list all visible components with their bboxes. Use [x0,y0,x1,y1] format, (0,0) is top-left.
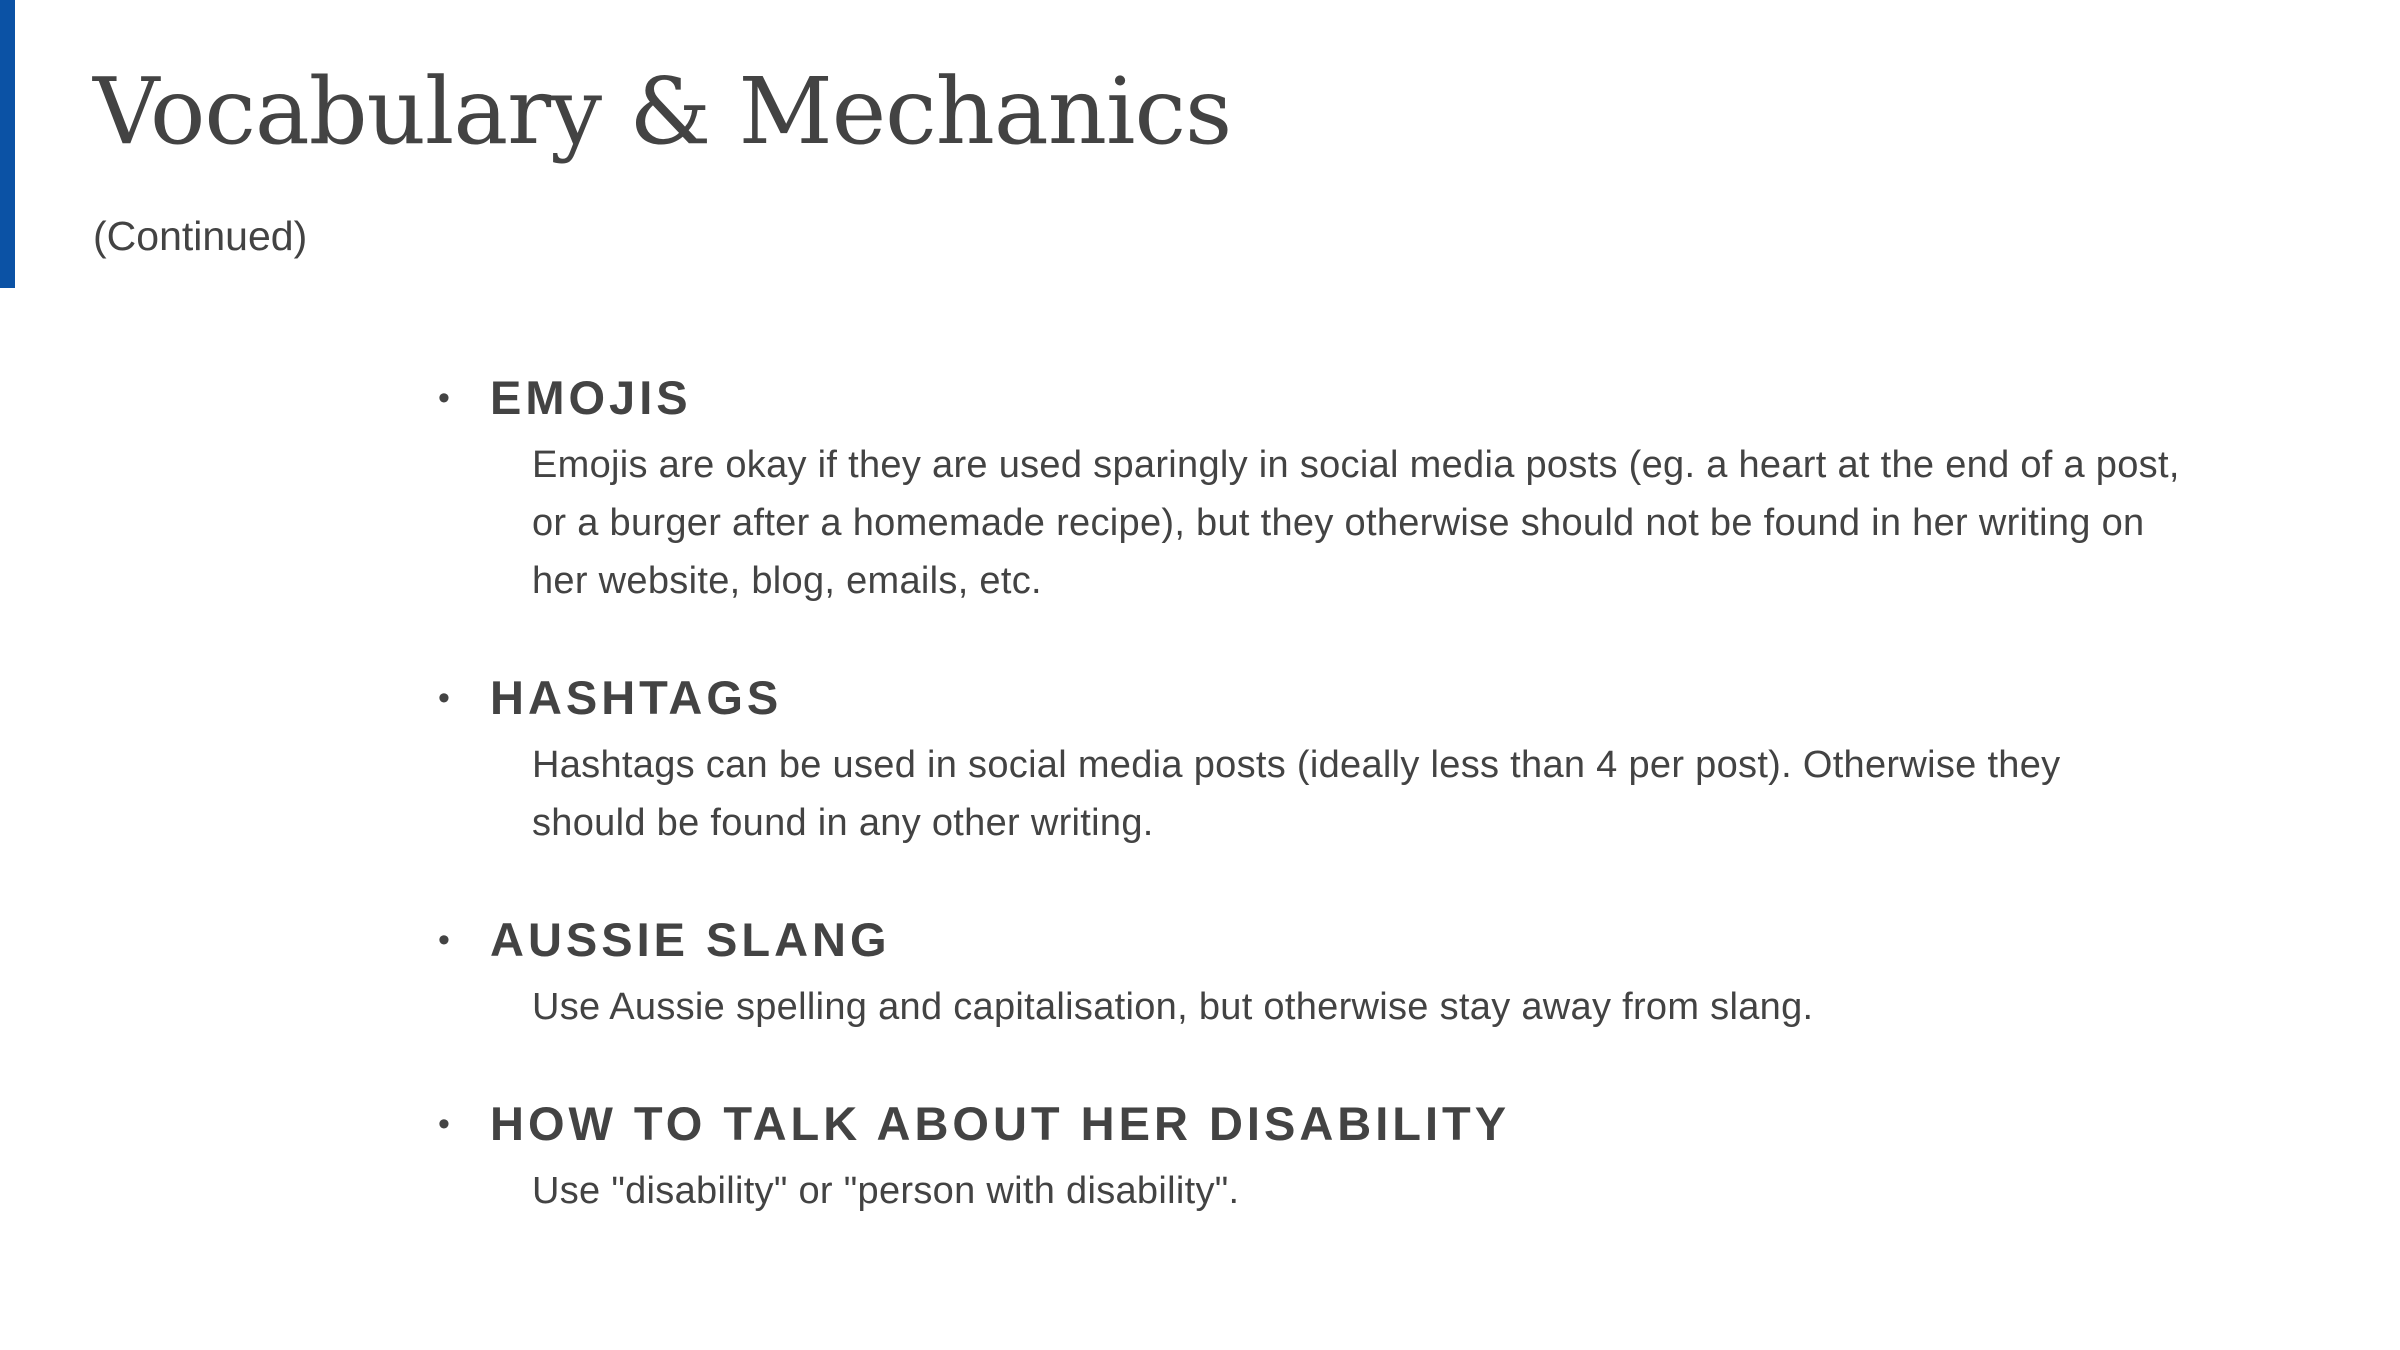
bullet-icon: • [438,1105,450,1143]
section-list [438,368,2180,1220]
section-body: Use Aussie spelling and capitalisation, but otherwise stay away from slang. [532,986,1814,1028]
section-heading: EMOJIS [490,371,692,424]
slide-title: Vocabulary & Mechanics [93,58,1232,165]
section-heading: AUSSIE SLANG [490,913,891,966]
section-body: Emojis are okay if they are used sparingly in social media posts (eg. a heart at the end of a post, or a burger after a homemade recipe), but they otherwise should not be found in her writing on her website, blog, emails, etc. [532,444,2180,602]
section-hashtags [438,668,2138,852]
section-aussie-slang [438,910,2138,1036]
bullet-icon: • [438,379,450,417]
section-disability [438,1094,2138,1220]
section-body: Hashtags can be used in social media posts (ideally less than 4 per post). Otherwise they should be found in any other writing. [532,744,2061,844]
accent-bar [0,0,15,288]
section-emojis [438,368,2180,610]
section-body: Use "disability" or "person with disability". [532,1170,1240,1212]
section-heading: HOW TO TALK ABOUT HER DISABILITY [490,1097,1511,1150]
bullet-icon: • [438,679,450,717]
section-heading: HASHTAGS [490,671,783,724]
slide-subtitle: (Continued) [93,213,308,259]
bullet-icon: • [438,921,450,959]
